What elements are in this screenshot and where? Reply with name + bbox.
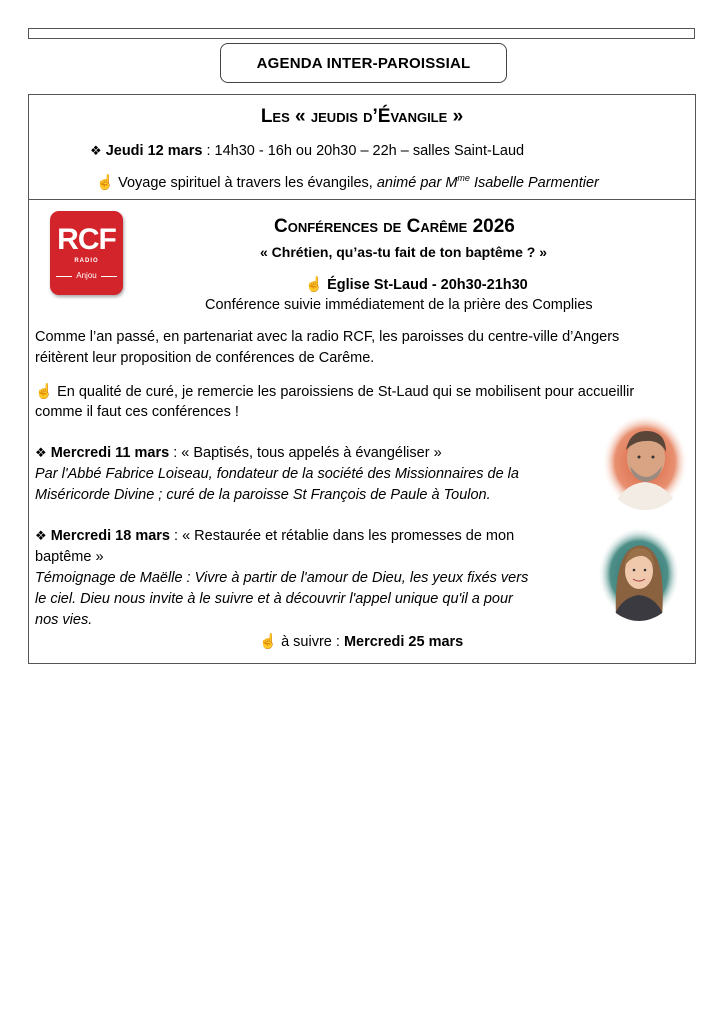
jeudis-details: : 14h30 - 16h ou 20h30 – 22h – salles Saint-Laud (202, 143, 525, 159)
speaker-photo-maelle (598, 527, 680, 621)
woman-portrait-icon (598, 527, 680, 621)
rcf-brand: RCF (57, 223, 116, 256)
pointing-hand-icon: ☝ (305, 277, 324, 293)
jeudis-title: Les « jeudis d’Évangile » (260, 106, 464, 127)
jeudis-anime-par: animé par M (376, 174, 458, 191)
rcf-region: Anjou (76, 271, 97, 280)
conferences-subtitle: « Chrétien, qu’as-tu fait de ton baptême ? » (260, 244, 548, 260)
jeudis-voyage-line (96, 173, 599, 191)
para2-line2: comme il faut ces conférences ! (35, 404, 239, 420)
para1-line2: réitèrent leur proposition de conférences de Carême. (35, 350, 375, 366)
rcf-logo (50, 211, 123, 295)
pointing-hand-icon: ☝ (96, 174, 115, 191)
conf1-speaker-line2: Miséricorde Divine ; curé de la paroisse St François de Paule à Toulon. (35, 487, 491, 503)
rcf-rule-right (101, 276, 117, 277)
conf1-date: Mercredi 11 mars (50, 445, 170, 461)
agenda-title-box (220, 43, 507, 83)
conf1-title-line (35, 445, 442, 461)
jeudis-voyage-text: Voyage spirituel à travers les évangiles, (114, 174, 377, 191)
conf2-date: Mercredi 18 mars (50, 528, 170, 544)
a-suivre-line (259, 633, 463, 650)
jeudis-event-line (90, 143, 524, 159)
jeudis-date: Jeudi 12 mars (105, 143, 203, 159)
diamond-bullet-icon: ❖ (35, 528, 47, 543)
para2-text: En qualité de curé, je remercie les paroissiens de St-Laud qui se mobilisent pour accueillir (53, 384, 635, 400)
a-suivre-label: à suivre : (277, 634, 344, 650)
speaker-photo-fabrice (602, 414, 688, 510)
conferences-lieu: Église St-Laud - 20h30-21h30 (323, 277, 528, 293)
conf2-theme-line2: baptême » (35, 549, 104, 565)
top-rule-box (28, 28, 695, 39)
conf1-speaker-line1: Par l'Abbé Fabrice Loiseau, fondateur de la société des Missionnaires de la (35, 466, 519, 482)
para2-line1 (35, 383, 634, 400)
pointing-hand-icon: ☝ (35, 384, 54, 400)
man-portrait-icon (602, 414, 688, 510)
conf1-theme: : « Baptisés, tous appelés à évangéliser » (169, 445, 442, 461)
conf2-theme-line1: : « Restaurée et rétablie dans les promesses de mon (169, 528, 515, 544)
diamond-bullet-icon: ❖ (35, 445, 47, 460)
rcf-radio: RADIO (74, 258, 99, 264)
conferences-title: Conférences de Carême 2026 (274, 216, 515, 237)
pointing-hand-icon: ☝ (259, 634, 278, 650)
diamond-bullet-icon: ❖ (90, 143, 102, 158)
conferences-lieu-line (305, 276, 528, 293)
jeudis-me-sup: me (457, 173, 470, 183)
conf2-speaker-line1: Témoignage de Maëlle : Vivre à partir de l'amour de Dieu, les yeux fixés vers (35, 570, 529, 586)
conf2-speaker-line3: nos vies. (35, 612, 93, 628)
conferences-suite: Conférence suivie immédiatement de la prière des Complies (205, 297, 593, 313)
jeudis-animatrice: Isabelle Parmentier (469, 174, 599, 191)
conf2-speaker-line2: le ciel. Dieu nous invite à le suivre et à découvrir l'appel unique qu'il a pour (35, 591, 513, 607)
agenda-title: AGENDA INTER-PAROISSIAL (256, 54, 471, 72)
para1-line1: Comme l’an passé, en partenariat avec la radio RCF, les paroisses du centre-ville d’Angers (35, 329, 620, 345)
conf2-title-line (35, 528, 514, 544)
next-date: Mercredi 25 mars (343, 634, 464, 650)
